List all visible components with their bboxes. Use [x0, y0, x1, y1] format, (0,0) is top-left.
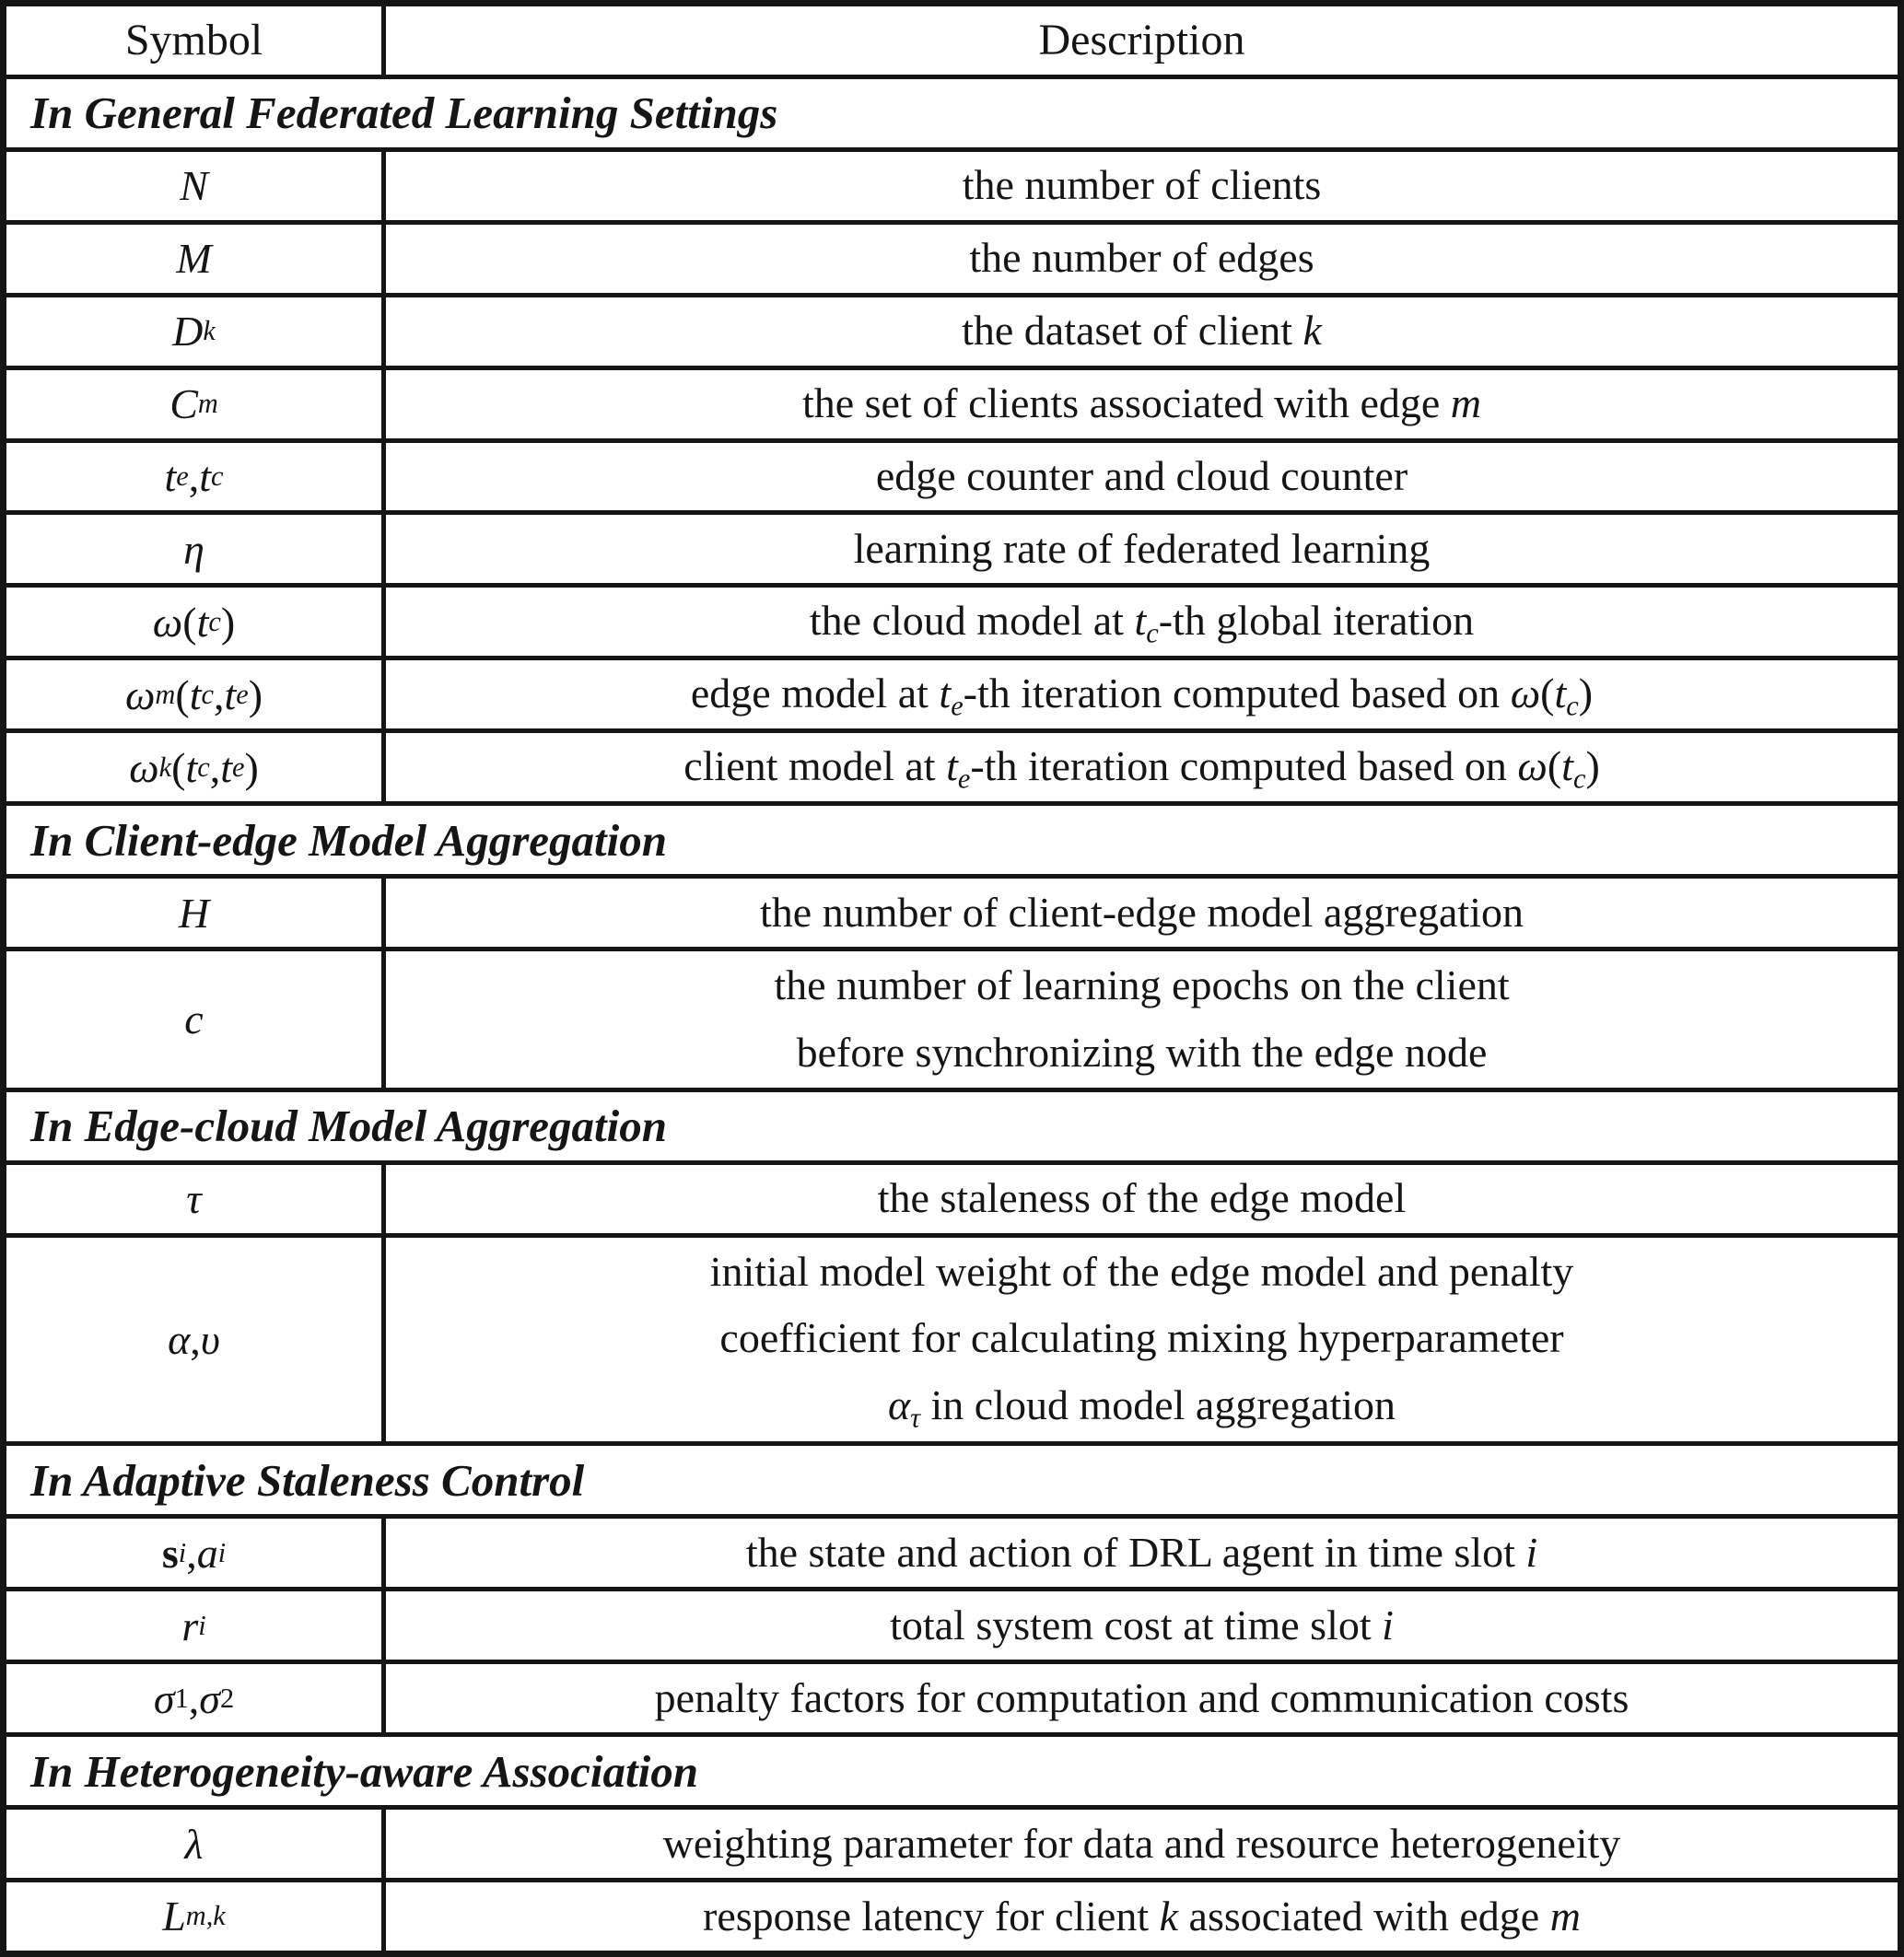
description-line	[691, 660, 1593, 728]
text-fragment: the number of learning epochs on the client	[774, 961, 1510, 1009]
table-row	[6, 1805, 1898, 1878]
description-line	[797, 1019, 1488, 1087]
section-header-row	[6, 75, 1898, 147]
text-fragment: α	[887, 1381, 911, 1429]
text-fragment: (	[182, 598, 197, 646]
symbol-cell	[6, 1882, 386, 1951]
description-line	[854, 516, 1431, 583]
text-fragment: t	[1554, 670, 1567, 717]
section-title: In Edge-cloud Model Aggregation	[30, 1101, 668, 1152]
description-column-header: Description	[1038, 16, 1245, 65]
text-fragment: k	[1159, 1892, 1179, 1940]
table-row	[6, 438, 1898, 511]
text-fragment: c	[211, 460, 224, 492]
description-line	[876, 443, 1408, 510]
text-fragment: i	[217, 1536, 227, 1568]
text-fragment: )	[1578, 670, 1594, 717]
description-line	[663, 1811, 1621, 1878]
text-fragment: ω	[152, 598, 183, 646]
section-header-row	[6, 1732, 1898, 1805]
description-cell	[386, 152, 1898, 220]
text-fragment: the staleness of the edge model	[877, 1174, 1407, 1222]
text-fragment: edge model at	[690, 670, 940, 717]
description-cell	[386, 225, 1898, 293]
text-fragment: m,k	[185, 1900, 226, 1932]
text-fragment: ω	[1517, 741, 1548, 789]
table-row	[6, 1233, 1898, 1442]
description-line	[802, 370, 1481, 437]
text-fragment: total system cost at time slot	[890, 1601, 1383, 1648]
symbol-cell	[6, 1591, 386, 1660]
symbol-cell	[6, 1165, 386, 1233]
table-row	[6, 874, 1898, 947]
text-fragment: s	[161, 1529, 179, 1577]
text-fragment: -th iteration computed based on	[963, 670, 1511, 717]
text-fragment: t	[189, 670, 202, 718]
symbol-cell	[6, 1664, 386, 1732]
text-fragment: the set of clients associated with edge	[801, 379, 1451, 427]
description-line	[703, 1883, 1581, 1951]
text-fragment: m	[1450, 379, 1482, 427]
text-fragment: -th iteration computed based on	[970, 741, 1518, 789]
text-fragment: penalty factors for computation and communication costs	[654, 1673, 1629, 1721]
text-fragment: t	[196, 598, 209, 646]
text-fragment: m	[155, 678, 176, 710]
symbol-cell	[6, 879, 386, 947]
section-title: In Heterogeneity-aware Association	[30, 1745, 698, 1797]
section-header-row	[6, 1088, 1898, 1160]
text-fragment: k	[158, 751, 172, 783]
text-fragment: ,	[190, 1316, 201, 1364]
table-row	[6, 728, 1898, 801]
description-cell	[386, 1882, 1898, 1951]
text-fragment: weighting parameter for data and resource heterogeneity	[662, 1819, 1621, 1867]
description-line	[719, 1305, 1563, 1372]
symbol-cell	[6, 588, 386, 656]
text-fragment: before synchronizing with the edge node	[796, 1028, 1488, 1076]
table-row	[6, 947, 1898, 1088]
text-fragment: t	[164, 452, 177, 500]
description-cell	[386, 515, 1898, 583]
text-fragment: η	[183, 525, 204, 573]
text-fragment: (	[1540, 670, 1555, 717]
table-row	[6, 147, 1898, 220]
table-row	[6, 510, 1898, 583]
text-fragment: c	[201, 678, 214, 710]
description-cell	[386, 660, 1898, 728]
text-fragment: ,	[209, 743, 221, 791]
text-fragment: m	[1549, 1892, 1581, 1940]
symbol-cell	[6, 443, 386, 511]
table-row	[6, 656, 1898, 728]
text-fragment: σ	[199, 1674, 220, 1722]
description-line	[760, 879, 1524, 947]
text-fragment: (	[171, 743, 186, 791]
text-fragment: N	[180, 162, 208, 210]
description-line	[810, 588, 1474, 656]
text-fragment: c	[1146, 617, 1159, 649]
text-fragment: τ	[910, 1402, 920, 1434]
description-line	[746, 1520, 1537, 1587]
text-fragment: t	[1561, 741, 1573, 789]
text-fragment: in cloud model aggregation	[919, 1381, 1396, 1429]
description-line	[683, 733, 1600, 801]
description-cell	[386, 1238, 1898, 1442]
text-fragment: the cloud model at	[809, 597, 1135, 645]
text-fragment: learning rate of federated learning	[853, 525, 1431, 573]
symbol-column-header: Symbol	[6, 6, 386, 75]
text-fragment: σ	[153, 1674, 175, 1722]
section-header-row	[6, 801, 1898, 874]
text-fragment: )	[220, 598, 236, 646]
table-row	[6, 583, 1898, 656]
text-fragment: t	[1134, 597, 1147, 645]
description-line	[655, 1665, 1629, 1732]
text-fragment: α	[168, 1316, 191, 1364]
text-fragment: λ	[184, 1820, 204, 1868]
text-fragment: -th global iteration	[1158, 597, 1475, 645]
description-line	[963, 152, 1322, 219]
text-fragment: t	[224, 670, 237, 718]
text-fragment: (	[1547, 741, 1562, 789]
text-fragment: the dataset of client	[962, 307, 1303, 355]
description-cell	[386, 1664, 1898, 1732]
text-fragment: t	[199, 452, 212, 500]
text-fragment: the state and action of DRL agent in time slot	[745, 1529, 1526, 1577]
text-fragment: e	[236, 678, 249, 710]
text-fragment: c	[1566, 690, 1579, 722]
text-fragment: k	[203, 315, 216, 347]
text-fragment: c	[184, 996, 204, 1043]
text-fragment: associated with edge	[1178, 1892, 1550, 1940]
table-header-row	[6, 6, 1898, 75]
table-row	[6, 1514, 1898, 1587]
table-row	[6, 366, 1898, 438]
description-line	[710, 1239, 1574, 1306]
symbol-cell	[6, 152, 386, 220]
text-fragment: υ	[200, 1316, 220, 1364]
description-cell	[386, 1810, 1898, 1878]
text-fragment: D	[172, 308, 204, 355]
text-fragment: ,	[186, 1529, 197, 1577]
text-fragment: r	[181, 1602, 199, 1649]
text-fragment: c	[1572, 763, 1586, 795]
text-fragment: ,	[188, 452, 200, 500]
symbol-cell	[6, 515, 386, 583]
description-cell	[386, 297, 1898, 366]
text-fragment: ,	[188, 1674, 200, 1722]
description-line	[969, 225, 1314, 292]
text-fragment: C	[169, 380, 198, 428]
symbol-cell	[6, 297, 386, 366]
section-title: In Client-edge Model Aggregation	[30, 814, 668, 866]
description-cell	[386, 370, 1898, 438]
table-row	[6, 1878, 1898, 1951]
text-fragment: t	[939, 670, 952, 717]
text-fragment: (	[175, 670, 190, 718]
text-fragment: e	[176, 460, 189, 492]
description-line	[962, 297, 1322, 365]
symbol-cell	[6, 1238, 386, 1442]
text-fragment: k	[1302, 307, 1322, 355]
symbol-cell	[6, 370, 386, 438]
text-fragment: H	[178, 889, 210, 937]
symbol-cell	[6, 1519, 386, 1587]
description-cell	[386, 1165, 1898, 1233]
table-row	[6, 220, 1898, 293]
text-fragment: e	[957, 763, 971, 795]
text-fragment: edge counter and cloud counter	[875, 452, 1408, 500]
text-fragment: ω	[129, 743, 159, 791]
text-fragment: M	[176, 235, 212, 283]
symbol-cell	[6, 951, 386, 1088]
text-fragment: t	[220, 743, 233, 791]
text-fragment: ω	[1510, 670, 1541, 717]
table-row	[6, 1587, 1898, 1660]
description-cell	[386, 1519, 1898, 1587]
description-line	[878, 1165, 1407, 1232]
description-cell	[386, 443, 1898, 511]
section-header-row	[6, 1441, 1898, 1514]
description-cell	[386, 951, 1898, 1088]
text-fragment: i	[1525, 1529, 1538, 1577]
symbol-cell	[6, 225, 386, 293]
text-fragment: ω	[124, 670, 156, 718]
text-fragment: 1	[174, 1682, 189, 1714]
description-cell	[386, 588, 1898, 656]
text-fragment: t	[185, 743, 198, 791]
section-title: In Adaptive Staleness Control	[30, 1454, 585, 1506]
description-line	[774, 952, 1509, 1019]
text-fragment: )	[1585, 741, 1600, 789]
text-fragment: e	[951, 690, 964, 722]
description-cell	[386, 879, 1898, 947]
text-fragment: i	[178, 1536, 187, 1568]
text-fragment: τ	[186, 1175, 202, 1223]
text-fragment: coefficient for calculating mixing hyperparameter	[719, 1314, 1564, 1362]
text-fragment: ,	[213, 670, 225, 718]
text-fragment: e	[232, 751, 245, 783]
text-fragment: initial model weight of the edge model and penalty	[709, 1247, 1574, 1295]
text-fragment: L	[162, 1893, 186, 1940]
text-fragment: client model at	[683, 741, 947, 789]
description-line	[888, 1372, 1396, 1440]
text-fragment: 2	[219, 1682, 235, 1714]
text-fragment: the number of clients	[962, 161, 1322, 209]
text-fragment: the number of edges	[969, 234, 1314, 282]
text-fragment: a	[196, 1529, 218, 1577]
text-fragment: c	[197, 751, 210, 783]
symbol-cell	[6, 660, 386, 728]
text-fragment: the number of client-edge model aggregation	[760, 888, 1524, 936]
text-fragment: response latency for client	[703, 1892, 1160, 1940]
text-fragment: i	[1382, 1601, 1394, 1648]
text-fragment: m	[197, 388, 218, 420]
text-fragment: )	[248, 670, 263, 718]
description-cell	[386, 1591, 1898, 1660]
text-fragment: )	[244, 743, 259, 791]
text-fragment: t	[946, 741, 958, 789]
table-row	[6, 1160, 1898, 1233]
text-fragment: i	[198, 1609, 206, 1641]
description-line	[890, 1592, 1394, 1660]
text-fragment: c	[208, 605, 221, 637]
symbol-cell	[6, 1810, 386, 1878]
table-row	[6, 1660, 1898, 1732]
table-row	[6, 293, 1898, 366]
section-title: In General Federated Learning Settings	[30, 87, 778, 139]
description-cell	[386, 733, 1898, 801]
symbol-cell	[6, 733, 386, 801]
